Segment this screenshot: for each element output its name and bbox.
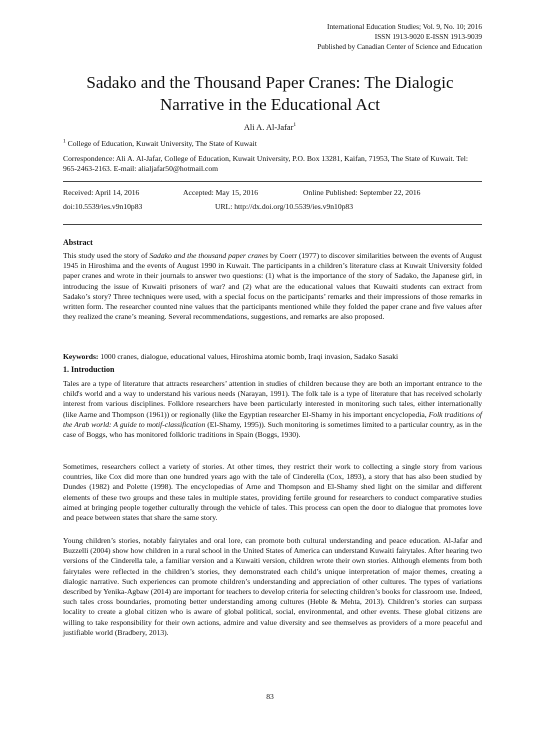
correspondence: Correspondence: Ali A. Al-Jafar, College of Education, Kuwait University, P.O. Box 13281, Kaifan, 71953, The State of Kuwait. Tel: 965-2463-2163. E-mail: alialjafar50@hotmail.com	[63, 154, 469, 174]
abstract-part: This study used the story of	[63, 251, 150, 260]
divider-bottom	[63, 224, 482, 225]
section-heading-introduction: 1. Introduction	[63, 365, 115, 374]
paragraph-text: (El-Shamy, 1995)). Such monitoring is sometimes limited to a particular country, as in the case of Boggs, who has monitored folkloric traditions in Spain (Boggs, 1930).	[63, 419, 482, 440]
publisher-line: Published by Canadian Center of Science and Education	[317, 42, 482, 51]
page-number: 83	[266, 692, 274, 701]
author-line	[63, 123, 477, 132]
abstract-part: by Coerr (1977) to discover similarities between the events of August 1945 in Hiroshima and the events of August 1990 in Kuwait. The participants in a children’s literature class at Kuwait University folded paper cranes and wrote in their journals to answer two questions: (1) what is the importance of the story of Sadako, the Japanese girl, in introducing the issue of Kuwaiti prisoners of war? and (2) what are the educational values that Kuwaiti students can extract from Sadako’s story? Three techniques were used, with a special focus on the participants’ remarks and their impressions of those remarks in written form. The researcher counted nine values that the participants mentioned while they folded the paper crane and five values after they realized the crane’s meaning. Several recommendations, suggestions, and remarks are also proposed.	[63, 251, 482, 322]
paragraph-text: Tales are a type of literature that attracts researchers’ attention in studies of children because they are both an important entrance to the child's world and a way to understand his various needs (Narayan, 1991). The folk tale is a type of literature that has received scholarly interest from various disciplines. Folklore researchers have been particularly interested in monitoring such tales, either internationally (like Aarne and Thompson (1961)) or regionally (like the Egyptian researcher El-Shamy in his important encyclopedia,	[63, 379, 482, 419]
abstract-text	[63, 251, 482, 322]
keywords	[63, 352, 482, 362]
issn-line: ISSN 1913-9020 E-ISSN 1913-9039	[374, 32, 482, 41]
author-sup: 1	[293, 122, 297, 129]
affiliation-sup: 1	[63, 138, 66, 145]
doi-url[interactable]: URL: http://dx.doi.org/10.5539/ies.v9n10p83	[215, 202, 354, 212]
abstract-book-title: Sadako and the thousand paper cranes	[149, 251, 269, 260]
journal-header	[317, 22, 482, 52]
doi: doi:10.5539/ies.v9n10p83	[63, 202, 143, 212]
intro-paragraph-1	[63, 379, 482, 440]
keywords-text: 1000 cranes, dialogue, educational values, Hiroshima atomic bomb, Iraqi invasion, Sadako Sasaki	[98, 352, 399, 361]
divider-top	[63, 181, 482, 182]
affiliation	[63, 139, 482, 149]
keywords-label: Keywords:	[63, 352, 99, 361]
published-date: Online Published: September 22, 2016	[303, 188, 421, 197]
intro-paragraph-2: Sometimes, researchers collect a variety of stories. At other times, they restrict their work to collecting a single story from various countries, like Cox did more than one hundred years ago with the tale of Cinderella (Cox, 1893), a story that has also been studied by Dundes (1982) and Polette (1998). The encyclopedias of Arne and Thompson and El-Shamy shed light on the similar and different elements of these two groups and these tales in multiple states, providing fertile ground for researchers to conduct comparative studies aimed at bringing people together culturally through the vehicle of tales. This process can open the door to dialogue that promotes love and peace between states that share the same story.	[63, 462, 482, 523]
encyclopedia-title: Folk traditions of the Arab world: A guide to motif-classification	[63, 409, 482, 429]
author-name: Ali A. Al-Jafar	[243, 123, 294, 132]
dates-block	[63, 188, 482, 212]
paper-title: Sadako and the Thousand Paper Cranes: The Dialogic Narrative in the Educational Act	[86, 73, 454, 114]
affiliation-text: College of Education, Kuwait University, The State of Kuwait	[65, 139, 257, 148]
received-date: Received: April 14, 2016	[63, 188, 140, 197]
journal-line: International Education Studies; Vol. 9, No. 10; 2016	[327, 22, 482, 31]
abstract-heading: Abstract	[63, 238, 93, 247]
intro-paragraph-3: Young children’s stories, notably fairytales and oral lore, can promote both cultural understanding and peace education. Al-Jafar and Buzzelli (2004) show how children in a rural school in the United States of America can understand Kuwaiti fairytales. After hearing two versions of the Cinderella tale, a familiar version and a Kuwaiti version, children wrote their own stories. Although elements from both fairytales were reflected in the children’s stories, they demonstrated each child’s unique interpretation of major themes, creating a dialogic narrative. Such experiences can promote children’s understanding and appreciation of other cultures. The types of variations described by Yenika-Agbaw (2014) are important for teachers to develop criteria for selecting children’s books for classroom use. Indeed, such tales cross boundaries, promoting better understanding among cultures (Heble & Mehta, 2013). Children’s stories can surpass locality to create a global citizen who is aware of global political, social, environmental, and other events. These global citizens are willing to take responsibility for their own actions, admire and value diversity and see themselves as providers of a more peaceful and justifiable world (Bradbery, 2013).	[63, 536, 482, 637]
accepted-date: Accepted: May 15, 2016	[183, 188, 259, 197]
